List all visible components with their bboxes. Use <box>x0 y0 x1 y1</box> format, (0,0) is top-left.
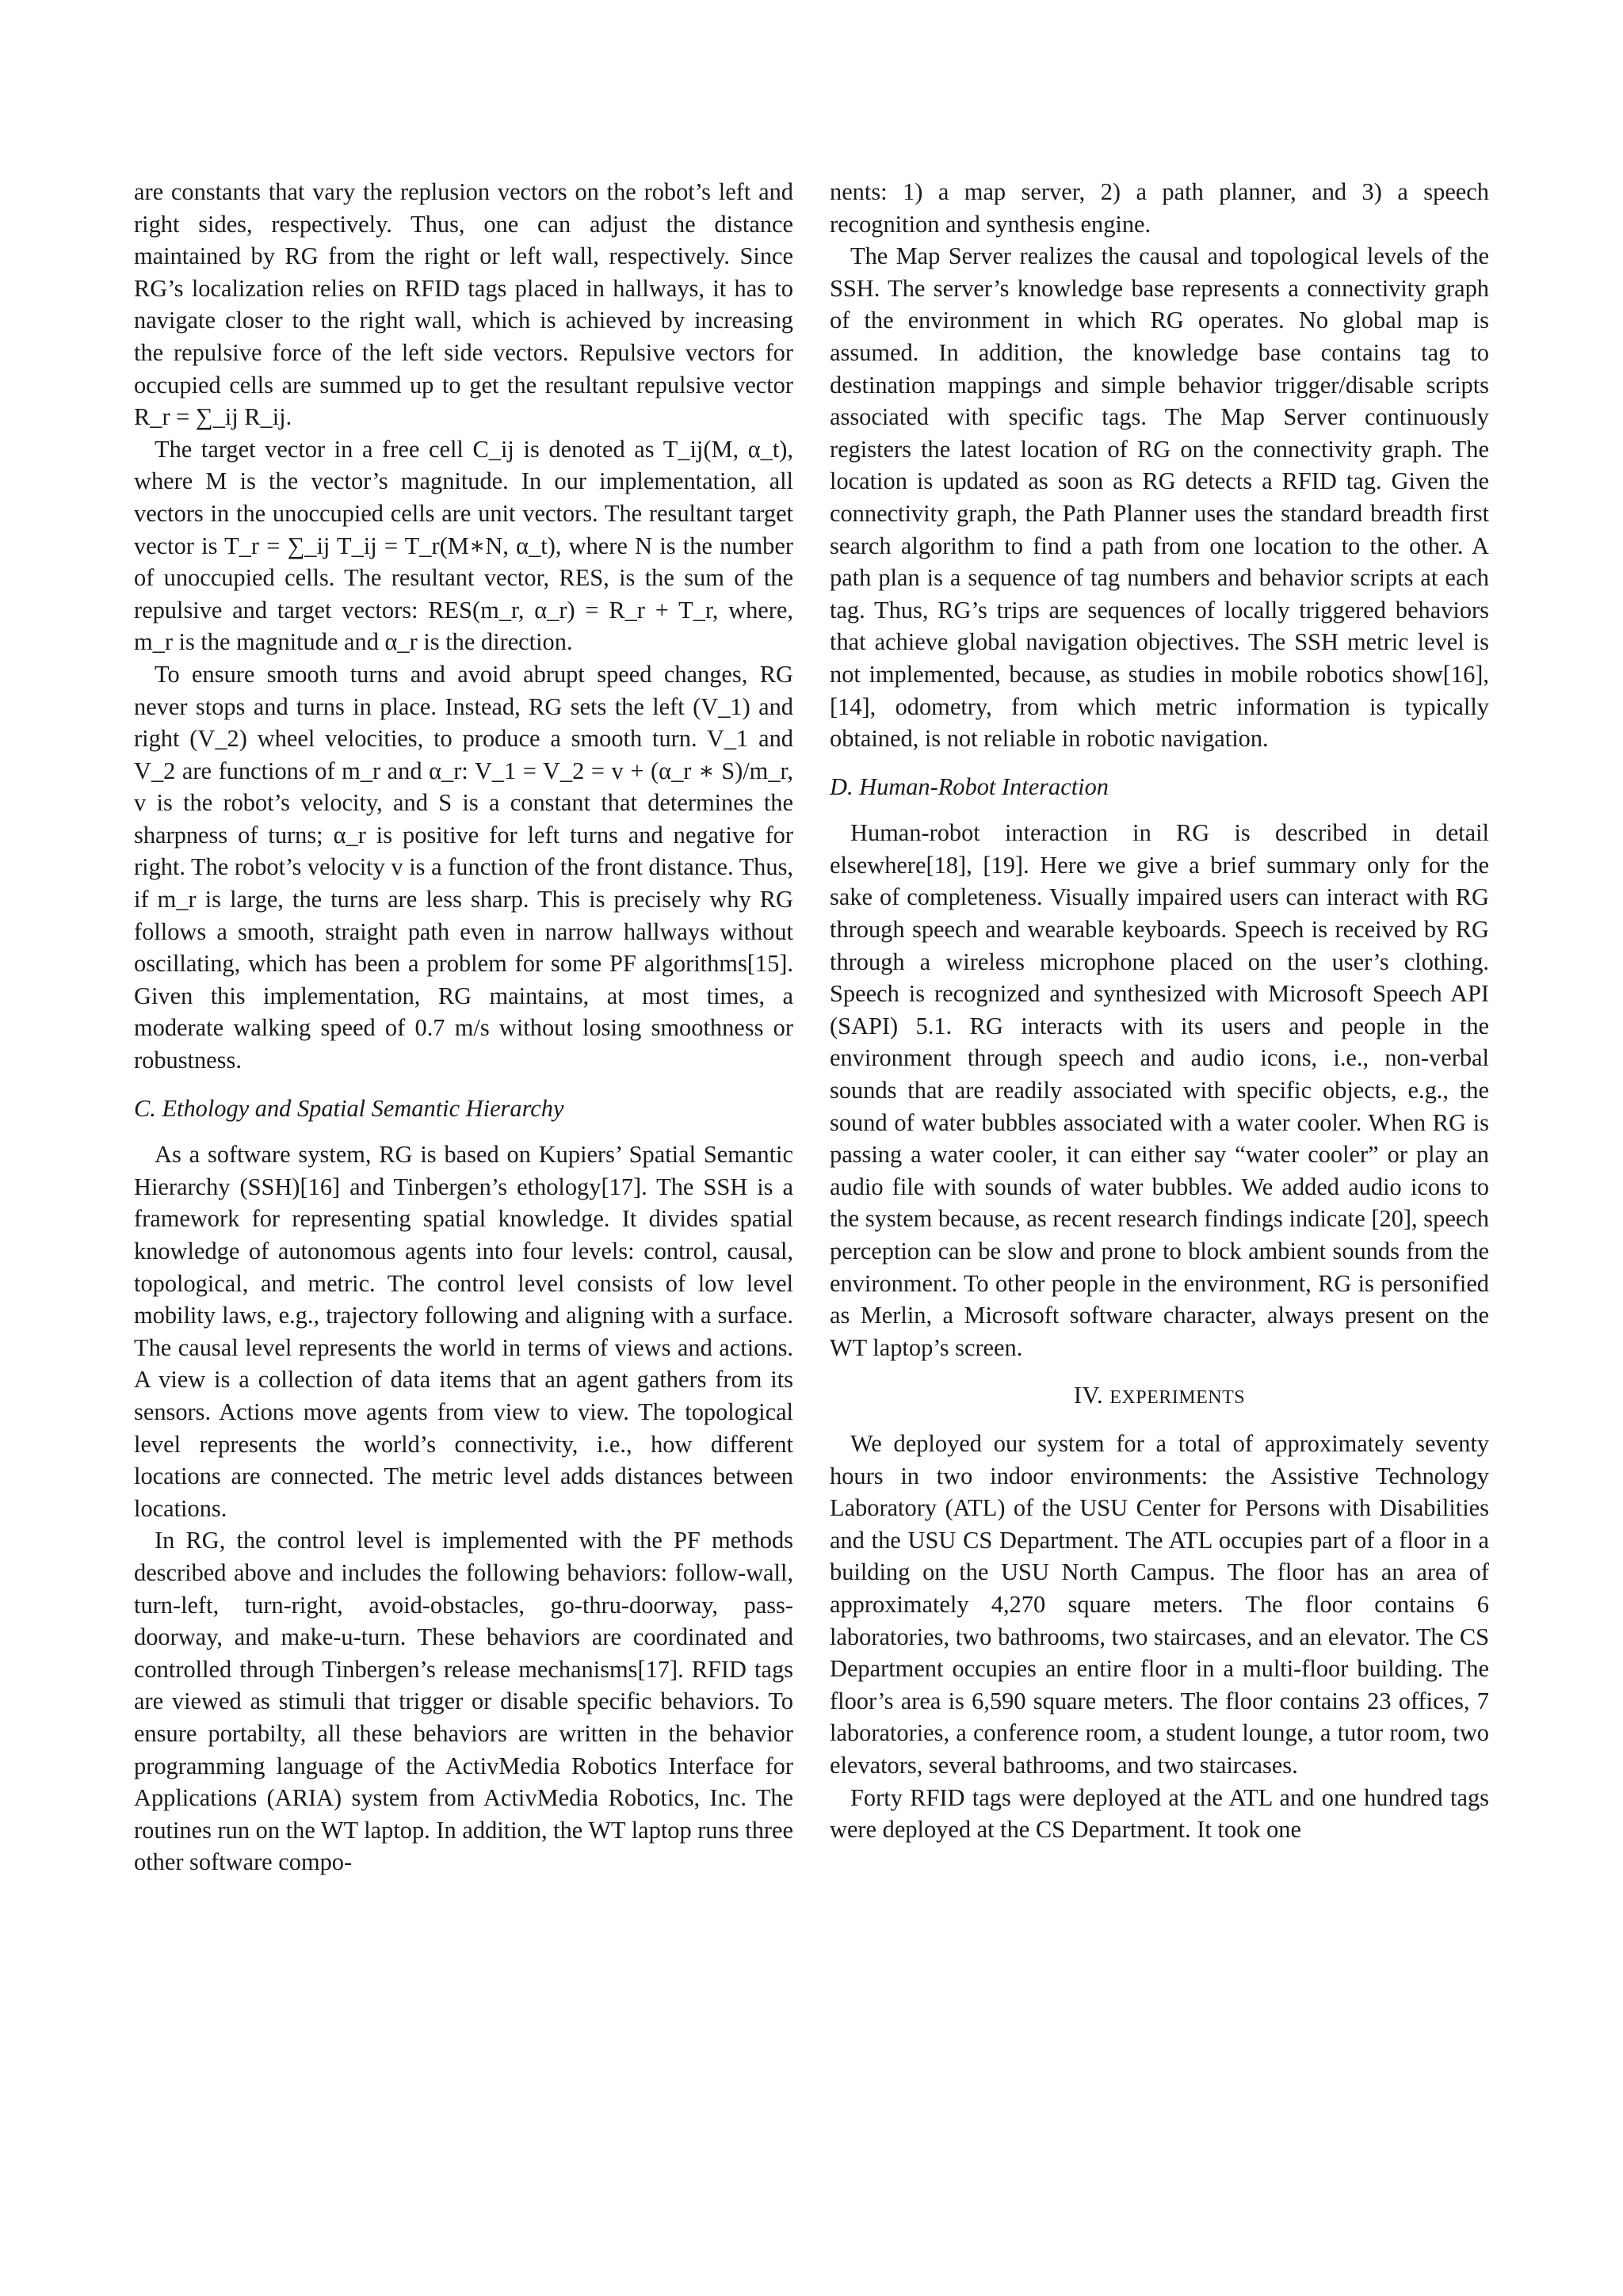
paragraph-hri: Human-robot interaction in RG is described in detail elsewhere[18], [19]. Here we give a brief summary only for the sake of completeness. Visually impaired users can interact with RG through speech and wearable keyboards. Speech is received by RG through a wireless microphone placed on the user’s clothing. Speech is recognized and synthesized with Microsoft Speech API (SAPI) 5.1. RG interacts with its users and people in the environment through speech and audio icons, i.e., non-verbal sounds that are readily associated with specific objects, e.g., the sound of water bubbles associated with a water cooler. When RG is passing a water cooler, it can either say “water cooler” or play an audio file with sounds of water bubbles. We added audio icons to the system because, as recent research findings indicate [20], speech perception can be slow and prone to block ambient sounds from the environment. To other people in the environment, RG is personified as Merlin, a Microsoft software character, always present on the WT laptop’s screen. <box>830 819 1489 1361</box>
paragraph-deployment: We deployed our system for a total of approximately seventy hours in two indoor environments: the Assistive Technology Laboratory (ATL) of the USU Center for Persons with Disabilities and the USU CS Department. The ATL occupies part of a floor in a building on the USU North Campus. The floor has an area of approximately 4,270 square meters. The floor contains 6 laboratories, two bathrooms, two staircases, and an elevator. The CS Department occupies an entire floor in a multi-floor building. The floor’s area is 6,590 square meters. The floor contains 23 offices, 7 laboratories, a conference room, a student lounge, a tutor room, two elevators, several bathrooms, and two staircases. <box>830 1429 1489 1779</box>
section-heading-experiments <box>830 1379 1489 1414</box>
paragraph-components: nents: 1) a map server, 2) a path planner, and 3) a speech recognition and synthesis engine. <box>830 178 1489 238</box>
subsection-heading-hri: D. Human-Robot Interaction <box>830 772 1109 800</box>
subsection-heading-ethology: C. Ethology and Spatial Semantic Hierarchy <box>134 1094 564 1122</box>
section-number: IV. <box>1073 1382 1104 1409</box>
paragraph-smooth-turns: To ensure smooth turns and avoid abrupt speed changes, RG never stops and turns in place. Instead, RG sets the left (V_1) and right (V_2) wheel velocities, to produce a smooth turn. V_1 and V_2 are functions of m_r and α_r: V_1 = V_2 = v + (α_r ∗ S)/m_r, v is the robot’s velocity, and S is a constant that determines the sharpness of turns; α_r is positive for left turns and negative for right. The robot’s velocity v is a function of the front distance. Thus, if m_r is large, the turns are less sharp. This is precisely why RG follows a smooth, straight path even in narrow hallways without oscillating, which has been a problem for some PF algorithms[15]. Given this implementation, RG maintains, at most times, a moderate walking speed of 0.7 m/s without losing smoothness or robustness. <box>134 660 793 1074</box>
section-title: EXPERIMENTS <box>1109 1387 1246 1409</box>
paragraph-map-server: The Map Server realizes the causal and topological levels of the SSH. The server’s knowledge base represents a connectivity graph of the environment in which RG operates. No global map is assumed. In addition, the knowledge base contains tag to destination mappings and simple behavior trigger/disable scripts associated with specific tags. The Map Server continuously registers the latest location of RG on the connectivity graph. The location is updated as soon as RG detects a RFID tag. Given the connectivity graph, the Path Planner uses the standard breadth first search algorithm to find a path from one location to the other. A path plan is a sequence of tag numbers and behavior scripts at each tag. Thus, RG’s trips are sequences of locally triggered behaviors that achieve global navigation objectives. The SSH metric level is not implemented, because, as studies in mobile robotics show[16], [14], odometry, from which metric information is typically obtained, is not reliable in robotic navigation. <box>830 242 1489 753</box>
paragraph-ssh: As a software system, RG is based on Kupiers’ Spatial Semantic Hierarchy (SSH)[16] and Tinbergen’s ethology[17]. The SSH is a framework for representing spatial knowledge. It divides spatial knowledge of autonomous agents into four levels: control, causal, topological, and metric. The control level consists of low level mobility laws, e.g., trajectory following and aligning with a surface. The causal level represents the world in terms of views and actions. A view is a collection of data items that an agent gathers from its sensors. Actions move agents from view to view. The topological level represents the world’s connectivity, i.e., how different locations are connected. The metric level adds distances between locations. <box>134 1141 793 1522</box>
paragraph-control-level: In RG, the control level is implemented with the PF methods described above and includes the following behaviors: follow-wall, turn-left, turn-right, avoid-obstacles, go-thru-doorway, pass-doorway, and make-u-turn. These behaviors are coordinated and controlled through Tinbergen’s release mechanisms[17]. RFID tags are viewed as stimuli that trigger or disable specific behaviors. To ensure portabilty, all these behaviors are written in the behavior programming language of the ActivMedia Robotics Interface for Applications (ARIA) system from ActivMedia Robotics, Inc. The routines run on the WT laptop. In addition, the WT laptop runs three other software compo- <box>134 1527 793 1876</box>
paragraph-repulsive-vectors: are constants that vary the replusion vectors on the robot’s left and right sides, respectively. Thus, one can adjust the distance maintained by RG from the right or left wall, respectively. Since RG’s localization relies on RFID tags placed in hallways, it has to navigate closer to the right wall, which is achieved by increasing the repulsive force of the left side vectors. Repulsive vectors for occupied cells are summed up to get the resultant repulsive vector R_r = ∑_ij R_ij. <box>134 178 793 431</box>
left-column <box>134 176 793 1878</box>
paragraph-target-vector: The target vector in a free cell C_ij is denoted as T_ij(M, α_t), where M is the vector’s magnitude. In our implementation, all vectors in the unoccupied cells are unit vectors. The resultant target vector is T_r = ∑_ij T_ij = T_r(M∗N, α_t), where N is the number of unoccupied cells. The resultant vector, RES, is the sum of the repulsive and target vectors: RES(m_r, α_r) = R_r + T_r, where, m_r is the magnitude and α_r is the direction. <box>134 435 793 656</box>
paragraph-rfid-tags: Forty RFID tags were deployed at the ATL and one hundred tags were deployed at the CS Department. It took one <box>830 1783 1489 1844</box>
right-column <box>830 176 1489 1846</box>
